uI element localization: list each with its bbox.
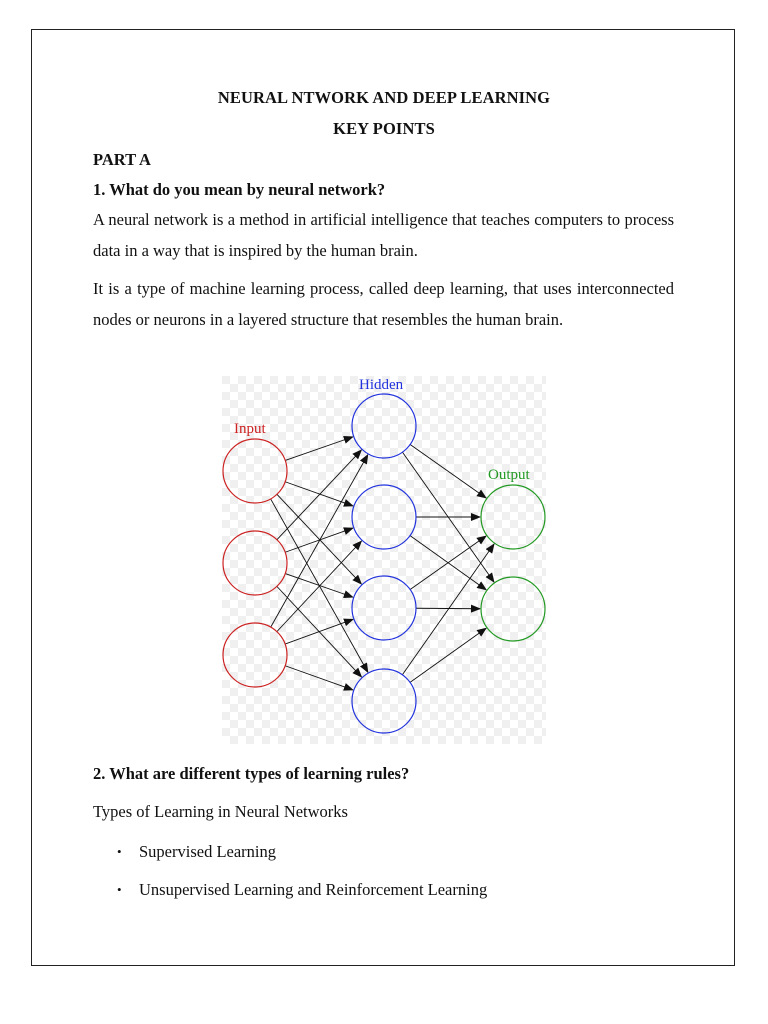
question-1: 1. What do you mean by neural network?	[93, 180, 386, 199]
question-2: 2. What are different types of learning rules?	[93, 764, 410, 783]
bullet-icon: •	[117, 882, 122, 897]
output-layer-label: Output	[488, 467, 530, 483]
diagram-background	[222, 376, 546, 744]
hidden-layer-label: Hidden	[359, 377, 404, 393]
list-item	[117, 842, 276, 862]
bullet-icon: •	[117, 844, 122, 859]
types-heading: Types of Learning in Neural Networks	[93, 802, 348, 821]
answer-1-paragraph-2: It is a type of machine learning process, called deep learning, that uses interconnected nodes or neurons in a layered structure that resembles the human brain.	[93, 279, 674, 329]
answer-1-paragraph-1: A neural network is a method in artificial intelligence that teaches computers to process data in a way that is inspired by the human brain.	[93, 210, 674, 260]
list-item-label: Supervised Learning	[139, 842, 277, 861]
list-item	[117, 880, 487, 900]
neural-network-diagram	[222, 376, 546, 744]
input-layer-label: Input	[234, 421, 266, 437]
part-label: PART A	[93, 150, 151, 169]
document-title: NEURAL NTWORK AND DEEP LEARNING	[217, 88, 551, 107]
list-item-label: Unsupervised Learning and Reinforcement Learning	[139, 880, 488, 899]
neural-network-svg	[222, 376, 546, 744]
document-subtitle: KEY POINTS	[333, 119, 435, 138]
